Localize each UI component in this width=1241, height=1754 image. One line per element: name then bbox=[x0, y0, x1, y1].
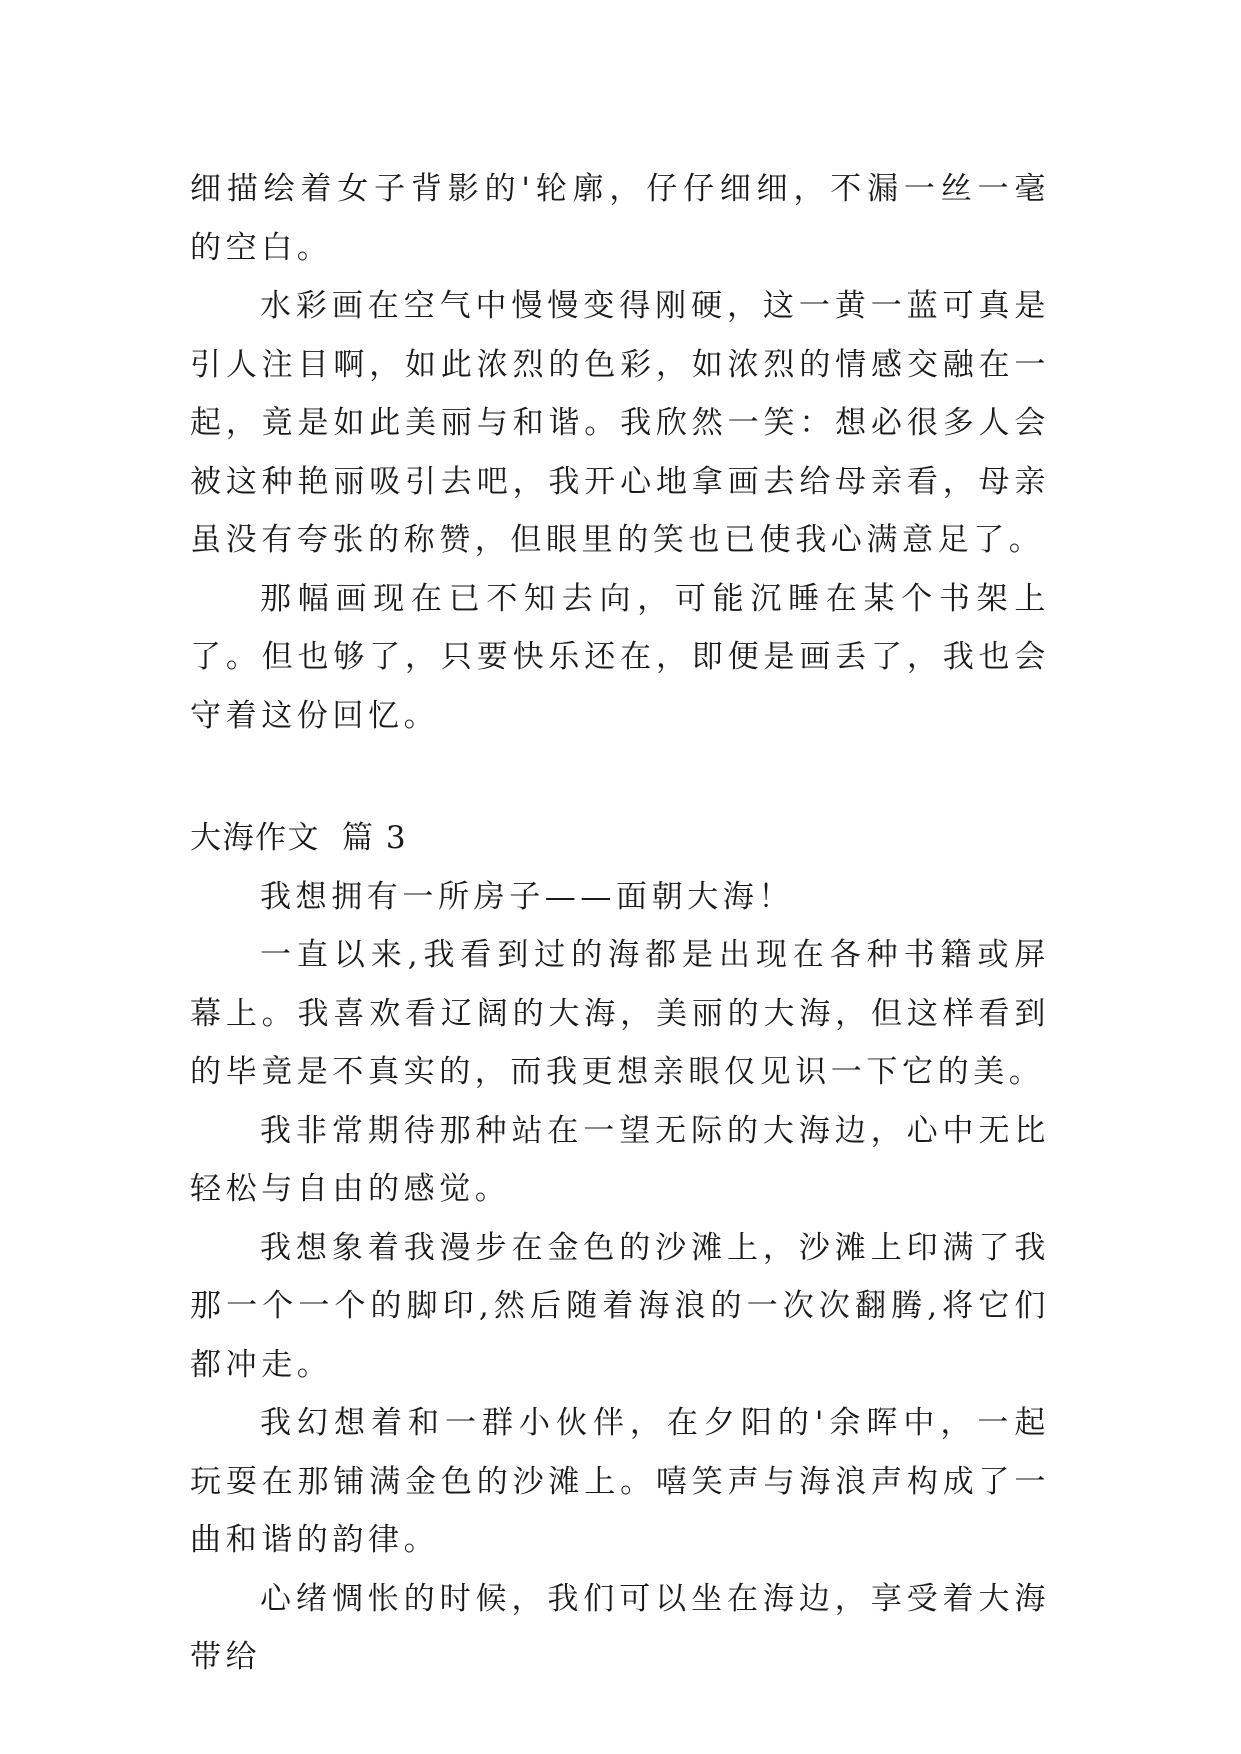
paragraph-6: 我非常期待那种站在一望无际的大海边，心中无比轻松与自由的感觉。 bbox=[190, 1112, 1050, 1207]
paragraph-4: 我想拥有一所房子——面朝大海！ bbox=[260, 878, 794, 915]
document-page bbox=[190, 160, 1050, 1687]
paragraph-5: 一直以来,我看到过的海都是出现在各种书籍或屏幕上。我喜欢看辽阔的大海，美丽的大海，但这样看到的毕竟是不真实的，而我更想亲眼仅见识一下它的美。 bbox=[190, 937, 1050, 1090]
paragraph-8: 我幻想着和一群小伙伴，在夕阳的'余晖中，一起玩耍在那铺满金色的沙滩上。嘻笑声与海浪声构成了一曲和谐的韵律。 bbox=[190, 1405, 1050, 1558]
paragraph-9: 心绪惆怅的时候，我们可以坐在海边，享受着大海带给 bbox=[190, 1580, 1050, 1675]
paragraph-2: 水彩画在空气中慢慢变得刚硬，这一黄一蓝可真是引人注目啊，如此浓烈的色彩，如浓烈的情感交融在一起，竟是如此美丽与和谐。我欣然一笑：想必很多人会被这种艳丽吸引去吧，我开心地拿画去给母亲看，母亲虽没有夸张的称赞，但眼里的笑也已使我心满意足了。 bbox=[190, 288, 1050, 558]
paragraph-3: 那幅画现在已不知去向，可能沉睡在某个书架上了。但也够了，只要快乐还在，即便是画丢了，我也会守着这份回忆。 bbox=[190, 580, 1050, 734]
section-title: 大海作文 bbox=[190, 820, 320, 856]
section-number: 篇 3 bbox=[342, 820, 408, 856]
section-heading bbox=[190, 809, 1050, 868]
paragraph-1: 细描绘着女子背影的'轮廓，仔仔细细，不漏一丝一毫的空白。 bbox=[190, 171, 1050, 266]
paragraph-7: 我想象着我漫步在金色的沙滩上，沙滩上印满了我那一个一个的脚印,然后随着海浪的一次次翻腾,将它们都冲走。 bbox=[190, 1229, 1050, 1383]
